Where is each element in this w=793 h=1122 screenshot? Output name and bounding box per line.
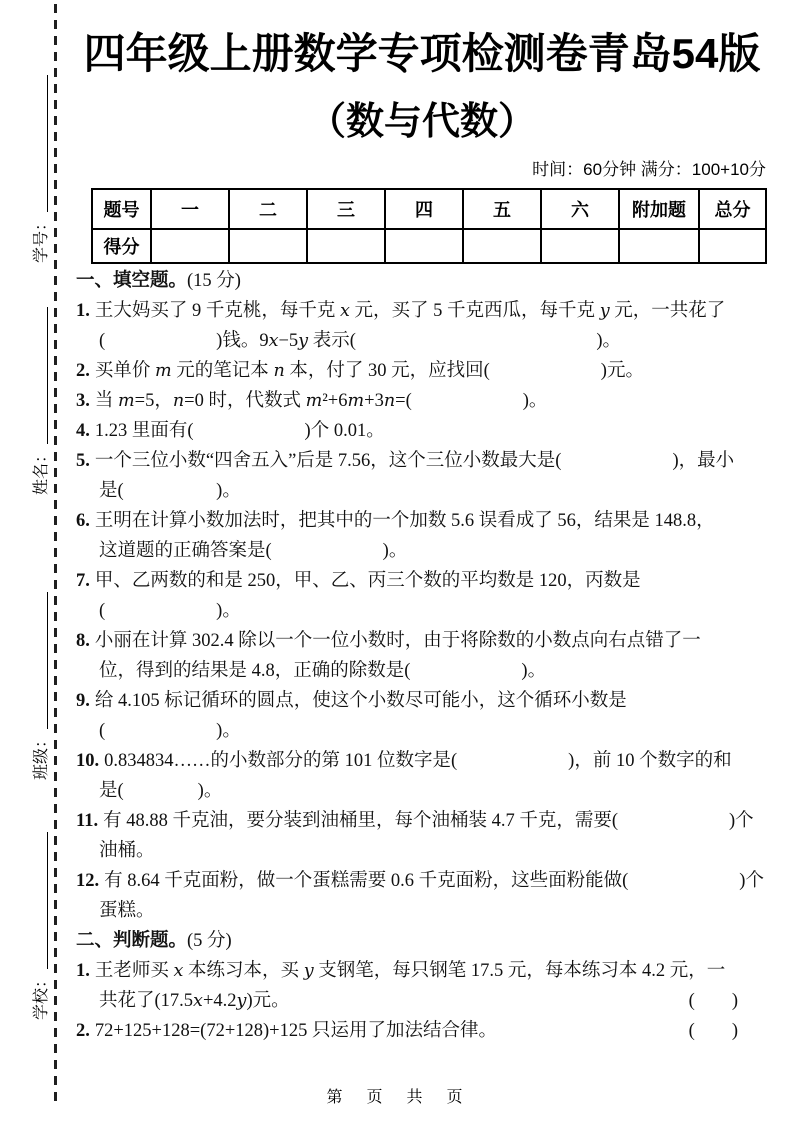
question-text: 元的笔记本 (171, 361, 274, 381)
question-text: 是( )。 (99, 781, 223, 801)
sidebar-field-student-id (17, 73, 51, 263)
question-number: 9. (76, 691, 90, 711)
school-blank-line (47, 832, 48, 969)
school-label: 学校： (33, 971, 50, 1020)
judge-answer-slot: ( ) (688, 991, 738, 1011)
question (76, 626, 768, 686)
question-text: +3 (364, 391, 384, 411)
question-text: 这道题的正确答案是( )。 (99, 541, 408, 561)
name-label: 姓名： (33, 446, 50, 495)
question (76, 746, 768, 806)
question-text: −5 (278, 331, 299, 351)
page-subtitle: （数与代数） (307, 101, 536, 143)
question-text: =5， (134, 391, 173, 411)
math-variable: y (599, 301, 610, 321)
question-text: 当 (94, 391, 119, 411)
question-text: 支钢笔，每只钢笔 17.5 元，每本练习本 4.2 元，一 (313, 961, 726, 981)
question-text: 元，一共花了 (609, 301, 726, 321)
question-number: 6. (76, 511, 90, 531)
sidebar-field-school (17, 830, 51, 1020)
question-number: 8. (76, 631, 90, 651)
question (76, 806, 768, 866)
question-text: 1.23 里面有( )个 0.01。 (94, 421, 385, 441)
question (76, 386, 768, 416)
question-text: +4.2 (202, 991, 237, 1011)
question-number: 1. (76, 961, 90, 981)
question-text: 表示( )。 (308, 331, 622, 351)
question-number: 2. (76, 1021, 90, 1041)
section-heading-label: 一、填空题。 (76, 271, 188, 291)
question-text: 是( )。 (99, 481, 241, 501)
question-text: 72+125+128=(72+128)+125 只运用了加法结合律。 (94, 1021, 497, 1041)
math-variable: n (172, 391, 185, 411)
section-heading-label: 二、判断题。 (76, 931, 188, 951)
score-table-cell: 五 (463, 189, 541, 229)
math-variable: x (173, 961, 184, 981)
question-text: 油桶。 (99, 841, 155, 861)
question (76, 296, 768, 356)
question-text: 有 8.64 千克面粉，做一个蛋糕需要 0.6 千克面粉，这些面粉能做( )个 (104, 871, 764, 891)
question-number: 7. (76, 571, 90, 591)
question-text: 0.834834……的小数部分的第 101 位数字是( )，前 10 个数字的和 (104, 751, 732, 771)
score-empty-cell (699, 229, 766, 263)
question-text: 蛋糕。 (99, 901, 155, 921)
question (76, 356, 768, 386)
page-title: 四年级上册数学专项检测卷青岛54版 (83, 30, 761, 77)
fold-dashed-line (54, 4, 57, 1104)
section-heading (76, 926, 768, 956)
question-list (76, 266, 768, 1046)
question (76, 506, 768, 566)
section-points: (5 分) (187, 931, 232, 951)
question-number: 3. (76, 391, 90, 411)
question-text: 给 4.105 标记循环的圆点，使这个小数尽可能小，这个循环小数是( )。 (94, 691, 627, 741)
score-table-cell: 四 (385, 189, 463, 229)
question-text: =( )。 (395, 391, 548, 411)
math-variable: m (305, 391, 323, 411)
question-text: ( )钱。9 (99, 331, 269, 351)
class-label: 班级： (33, 731, 50, 780)
score-table-cell: 六 (541, 189, 619, 229)
math-variable: x (268, 331, 279, 351)
math-variable: n (273, 361, 285, 381)
score-table-cell: 题号 (92, 189, 151, 229)
question-number: 10. (76, 751, 100, 771)
score-table-cell: 附加题 (619, 189, 699, 229)
question-text: 王明在计算小数加法时，把其中的一个加数 5.6 误看成了 56，结果是 148.8， (94, 511, 715, 531)
question-text: 本练习本，买 (183, 961, 304, 981)
question-number: 11. (76, 811, 99, 831)
question-number: 2. (76, 361, 90, 381)
section-points: (15 分) (187, 271, 241, 291)
score-empty-cell (385, 229, 463, 263)
question-text: 买单价 (94, 361, 156, 381)
question-text: )元。 (246, 991, 290, 1011)
question-number: 4. (76, 421, 90, 441)
score-empty-cell (619, 229, 699, 263)
page-footer: 第 页 共 页 (326, 1089, 467, 1106)
sidebar-field-name (17, 305, 51, 495)
score-empty-cell (151, 229, 229, 263)
question-text: 元，买了 5 千克西瓜，每千克 (349, 301, 600, 321)
score-empty-cell (463, 229, 541, 263)
math-variable: x (340, 301, 350, 321)
math-variable: y (298, 331, 309, 351)
sidebar-field-class (17, 590, 51, 780)
question-text: 甲、乙两数的和是 250，甲、乙、丙三个数的平均数是 120，丙数是( )。 (94, 571, 641, 621)
judge-answer-slot: ( ) (688, 1021, 738, 1041)
math-variable: x (193, 991, 203, 1011)
name-blank-line (47, 307, 48, 444)
question-number: 5. (76, 451, 90, 471)
question-text: 位，得到的结果是 4.8，正确的除数是( )。 (99, 661, 547, 681)
score-table (91, 188, 767, 264)
math-variable: y (236, 991, 247, 1011)
question-text: =0 时，代数式 (184, 391, 306, 411)
score-table-cell: 二 (229, 189, 307, 229)
question-text: 小丽在计算 302.4 除以一个一位小数时，由于将除数的小数点向右点错了一 (94, 631, 701, 651)
question-number: 1. (76, 301, 90, 321)
score-table-cell: 总分 (699, 189, 766, 229)
question (76, 956, 768, 1016)
question (76, 1016, 768, 1046)
math-variable: m (118, 391, 135, 411)
score-table-cell: 一 (151, 189, 229, 229)
exam-meta: 时间：60分钟 满分：100+10分 (532, 160, 766, 179)
question-text: 王大妈买了 9 千克桃，每千克 (94, 301, 341, 321)
math-variable: m (347, 391, 365, 411)
question-text: 本，付了 30 元，应找回( )元。 (284, 361, 644, 381)
student-id-label: 学号： (33, 214, 50, 263)
question (76, 566, 768, 626)
question (76, 866, 768, 926)
question-text: ²+6 (322, 391, 348, 411)
score-table-score-row (92, 229, 766, 263)
question-text: 王老师买 (94, 961, 174, 981)
math-variable: n (383, 391, 396, 411)
score-empty-cell (541, 229, 619, 263)
question-text: 共花了(17.5 (99, 991, 194, 1011)
score-table-header-row (92, 189, 766, 229)
main-content (76, 0, 768, 1046)
question-text: 有 48.88 千克油，要分装到油桶里，每个油桶装 4.7 千克，需要( )个 (103, 811, 754, 831)
score-empty-cell (229, 229, 307, 263)
student-id-blank-line (47, 75, 48, 212)
score-table-cell: 三 (307, 189, 385, 229)
question (76, 446, 768, 506)
math-variable: y (303, 961, 314, 981)
math-variable: m (155, 361, 172, 381)
class-blank-line (47, 592, 48, 729)
section-heading (76, 266, 768, 296)
score-empty-cell (307, 229, 385, 263)
question-text: 一个三位小数“四舍五入”后是 7.56，这个三位小数最大是( )，最小 (94, 451, 735, 471)
question (76, 686, 768, 746)
question (76, 416, 768, 446)
question-number: 12. (76, 871, 100, 891)
score-row-label: 得分 (92, 229, 151, 263)
